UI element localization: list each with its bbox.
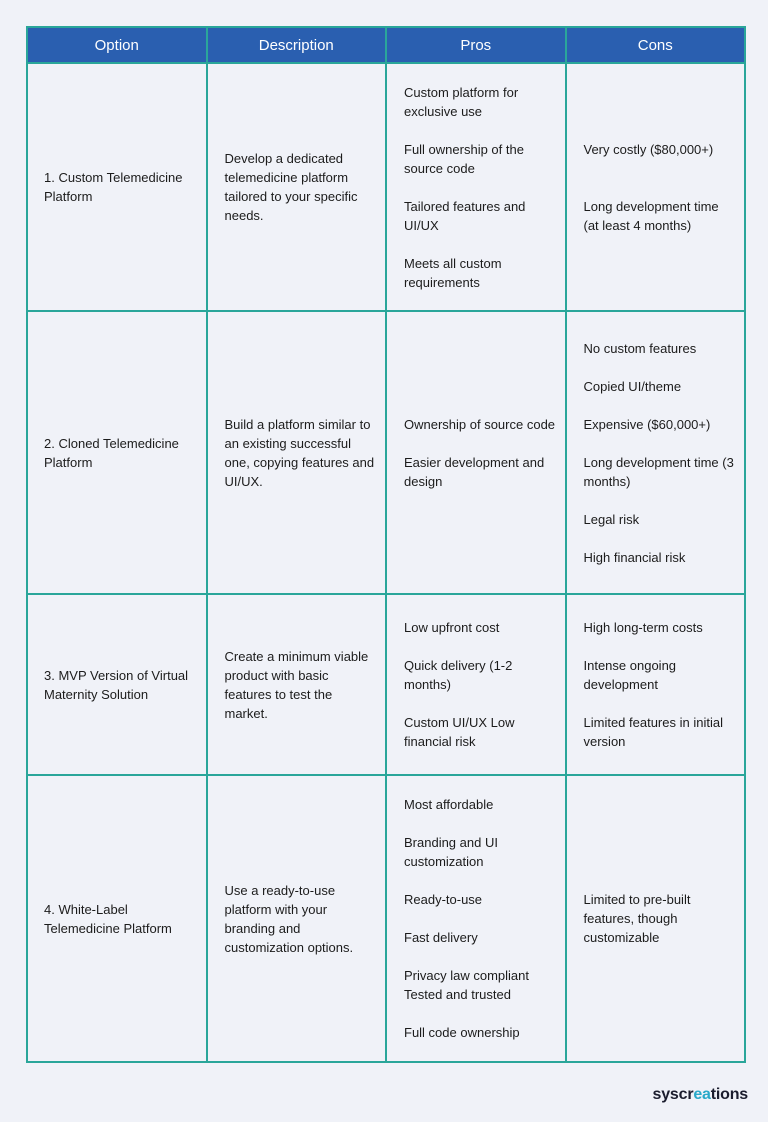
logo-text-accent: ea bbox=[693, 1086, 711, 1103]
cons-item: High financial risk bbox=[583, 549, 686, 565]
cons-item: Long development time (at least 4 months) bbox=[583, 198, 719, 233]
pros-item: Ownership of source code bbox=[404, 416, 556, 432]
cons-item: Intense ongoing development bbox=[583, 658, 677, 692]
cons-item: Legal risk bbox=[583, 511, 640, 527]
cons-item: Expensive ($60,000+) bbox=[583, 416, 711, 432]
pros-item: Privacy law compliant Tested and trusted bbox=[404, 968, 529, 1002]
pros-item: Quick delivery (1-2 months) bbox=[404, 658, 513, 692]
logo-text-end: tions bbox=[710, 1086, 748, 1103]
cons-item: Limited features in initial version bbox=[583, 715, 723, 749]
table-header-row bbox=[27, 27, 745, 63]
table-row bbox=[27, 775, 745, 1062]
pros-item: Most affordable bbox=[404, 797, 494, 812]
header-description: Description bbox=[207, 27, 387, 63]
cons-item: Limited to pre-built features, though customizable bbox=[583, 892, 691, 945]
pros-item: Ready-to-use bbox=[404, 892, 483, 907]
description-cell: Build a platform similar to an existing successful one, copying features and UI/UX. bbox=[207, 311, 387, 594]
header-pros: Pros bbox=[386, 27, 566, 63]
option-cell: 4. White-Label Telemedicine Platform bbox=[27, 775, 207, 1062]
pros-item: Meets all custom requirements bbox=[404, 255, 502, 290]
cons-item: High long-term costs bbox=[583, 620, 703, 635]
pros-item: Full code ownership bbox=[404, 1025, 520, 1040]
cons-item: No custom features bbox=[583, 340, 697, 356]
option-cell: 2. Cloned Telemedicine Platform bbox=[27, 311, 207, 594]
pros-item: Full ownership of the source code bbox=[404, 141, 524, 176]
cons-cell bbox=[566, 775, 746, 1062]
table-row bbox=[27, 594, 745, 775]
pros-item: Low upfront cost bbox=[404, 620, 500, 635]
pros-item: Custom platform for exclusive use bbox=[404, 84, 519, 119]
cons-item: Very costly ($80,000+) bbox=[583, 141, 714, 157]
cons-item: Copied UI/theme bbox=[583, 378, 682, 394]
pros-item: Easier development and design bbox=[404, 454, 545, 489]
pros-cell bbox=[386, 63, 566, 311]
pros-cell bbox=[386, 594, 566, 775]
pros-item: Fast delivery bbox=[404, 930, 478, 945]
header-option: Option bbox=[27, 27, 207, 63]
option-cell: 1. Custom Telemedicine Platform bbox=[27, 63, 207, 311]
header-cons: Cons bbox=[566, 27, 746, 63]
pros-item: Tailored features and UI/UX bbox=[404, 198, 526, 233]
table-row bbox=[27, 63, 745, 311]
syscreations-logo bbox=[653, 1086, 748, 1104]
cons-cell bbox=[566, 311, 746, 594]
cons-cell bbox=[566, 63, 746, 311]
option-cell: 3. MVP Version of Virtual Maternity Solution bbox=[27, 594, 207, 775]
pros-cell bbox=[386, 311, 566, 594]
description-cell: Develop a dedicated telemedicine platform tailored to your specific needs. bbox=[207, 63, 387, 311]
description-cell: Use a ready-to-use platform with your branding and customization options. bbox=[207, 775, 387, 1062]
cons-cell bbox=[566, 594, 746, 775]
pros-item: Branding and UI customization bbox=[404, 835, 498, 869]
table-row bbox=[27, 311, 745, 594]
logo-text-start: syscr bbox=[652, 1086, 694, 1103]
cons-item: Long development time (3 months) bbox=[583, 454, 734, 489]
pros-cell bbox=[386, 775, 566, 1062]
options-comparison-table bbox=[26, 26, 746, 1063]
description-cell: Create a minimum viable product with basic features to test the market. bbox=[207, 594, 387, 775]
pros-item: Custom UI/UX Low financial risk bbox=[404, 715, 515, 749]
